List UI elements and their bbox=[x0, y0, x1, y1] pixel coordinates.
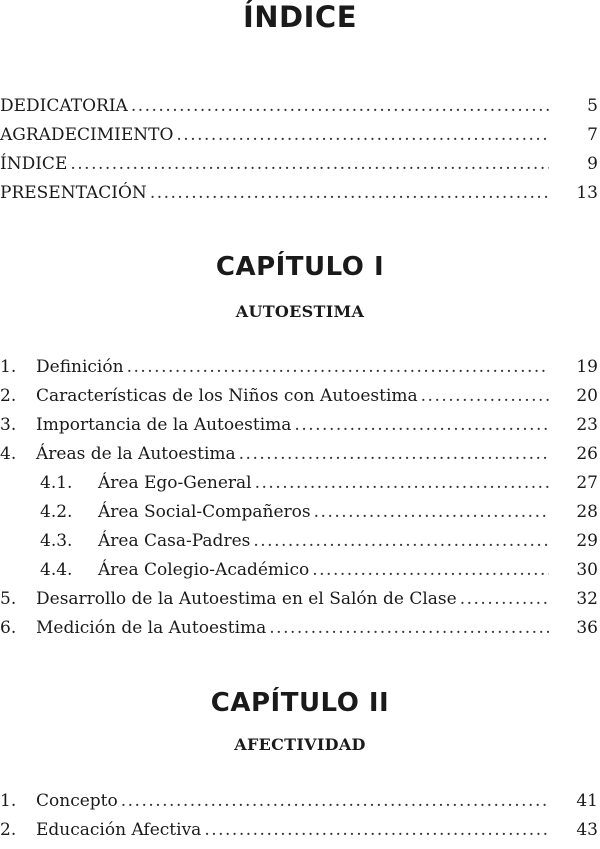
dot-leader bbox=[314, 498, 549, 527]
toc-entry-number: 2. bbox=[0, 386, 17, 406]
toc-entry-number: 4.4. bbox=[40, 560, 73, 580]
toc-entry[interactable] bbox=[0, 614, 600, 643]
toc-entry-number: 4.2. bbox=[40, 502, 73, 522]
chapter-2-subtitle: AFECTIVIDAD bbox=[234, 735, 366, 754]
toc-subentry[interactable] bbox=[0, 527, 600, 556]
dot-leader bbox=[239, 440, 549, 469]
toc-entry-number: 4.1. bbox=[40, 473, 73, 493]
toc-subentry[interactable] bbox=[0, 469, 600, 498]
toc-entry-page: 32 bbox=[576, 589, 598, 609]
toc-entry-page: 30 bbox=[576, 560, 598, 580]
toc-subentry[interactable] bbox=[0, 556, 600, 585]
toc-entry-label: Importancia de la Autoestima bbox=[36, 415, 292, 435]
toc-entry-page: 5 bbox=[587, 96, 598, 116]
toc-entry-dedicatoria[interactable] bbox=[0, 92, 600, 121]
toc-entry-number: 1. bbox=[0, 357, 17, 377]
toc-entry-page: 19 bbox=[576, 357, 598, 377]
dot-leader bbox=[421, 382, 549, 411]
dot-leader bbox=[460, 585, 549, 614]
toc-entry-label: PRESENTACIÓN bbox=[0, 183, 147, 203]
dot-leader bbox=[150, 179, 549, 208]
toc-entry-label: AGRADECIMIENTO bbox=[0, 125, 174, 145]
dot-leader bbox=[176, 121, 549, 150]
toc-entry-page: 26 bbox=[576, 444, 598, 464]
toc-entry-label: ÍNDICE bbox=[0, 154, 68, 174]
toc-entry-label: Educación Afectiva bbox=[36, 820, 202, 840]
dot-leader bbox=[204, 816, 549, 845]
toc-entry-label: Área Colegio-Académico bbox=[98, 560, 310, 580]
toc-entry-page: 23 bbox=[576, 415, 598, 435]
dot-leader bbox=[127, 353, 549, 382]
toc-entry-page: 7 bbox=[587, 125, 598, 145]
toc-entry-label: Área Casa-Padres bbox=[98, 531, 251, 551]
toc-entry-number: 1. bbox=[0, 791, 17, 811]
dot-leader bbox=[312, 556, 549, 585]
toc-entry-number: 5. bbox=[0, 589, 17, 609]
toc-entry-label: Medición de la Autoestima bbox=[36, 618, 267, 638]
toc-entry-label: Desarrollo de la Autoestima en el Salón de Clase bbox=[36, 589, 457, 609]
toc-entry-agradecimiento[interactable] bbox=[0, 121, 600, 150]
toc-entry[interactable] bbox=[0, 353, 600, 382]
toc-entry[interactable] bbox=[0, 440, 600, 469]
toc-entry-page: 29 bbox=[576, 531, 598, 551]
toc-entry-page: 20 bbox=[576, 386, 598, 406]
front-matter-list bbox=[0, 92, 600, 208]
toc-subentry[interactable] bbox=[0, 498, 600, 527]
dot-leader bbox=[70, 150, 549, 179]
toc-entry-number: 3. bbox=[0, 415, 17, 435]
chapter-2-list bbox=[0, 787, 600, 845]
dot-leader bbox=[121, 787, 549, 816]
toc-entry-label: Concepto bbox=[36, 791, 118, 811]
chapter-2-title: CAPÍTULO II bbox=[210, 688, 390, 718]
chapter-1-list bbox=[0, 353, 600, 643]
toc-entry-label: DEDICATORIA bbox=[0, 96, 128, 116]
toc-entry-page: 36 bbox=[576, 618, 598, 638]
toc-entry-label: Área Ego-General bbox=[98, 473, 252, 493]
toc-entry-number: 4. bbox=[0, 444, 17, 464]
chapter-1-subtitle: AUTOESTIMA bbox=[235, 302, 365, 321]
toc-entry-label: Área Social-Compañeros bbox=[98, 502, 311, 522]
toc-entry-number: 4.3. bbox=[40, 531, 73, 551]
toc-entry-page: 13 bbox=[576, 183, 598, 203]
dot-leader bbox=[294, 411, 549, 440]
toc-entry-page: 28 bbox=[576, 502, 598, 522]
toc-entry-presentacion[interactable] bbox=[0, 179, 600, 208]
toc-entry[interactable] bbox=[0, 382, 600, 411]
toc-entry-page: 41 bbox=[576, 791, 598, 811]
toc-entry[interactable] bbox=[0, 816, 600, 845]
dot-leader bbox=[269, 614, 549, 643]
toc-entry[interactable] bbox=[0, 411, 600, 440]
toc-entry-label: Características de los Niños con Autoestima bbox=[36, 386, 418, 406]
toc-entry-indice[interactable] bbox=[0, 150, 600, 179]
dot-leader bbox=[131, 92, 549, 121]
toc-entry[interactable] bbox=[0, 787, 600, 816]
toc-entry-label: Áreas de la Autoestima bbox=[36, 444, 236, 464]
dot-leader bbox=[255, 469, 549, 498]
toc-entry-page: 27 bbox=[576, 473, 598, 493]
chapter-1-title: CAPÍTULO I bbox=[215, 252, 385, 282]
dot-leader bbox=[253, 527, 549, 556]
toc-entry-page: 9 bbox=[587, 154, 598, 174]
toc-entry[interactable] bbox=[0, 585, 600, 614]
toc-entry-label: Definición bbox=[36, 357, 124, 377]
toc-entry-page: 43 bbox=[576, 820, 598, 840]
page-title: ÍNDICE bbox=[242, 0, 357, 34]
toc-entry-number: 6. bbox=[0, 618, 17, 638]
toc-entry-number: 2. bbox=[0, 820, 17, 840]
